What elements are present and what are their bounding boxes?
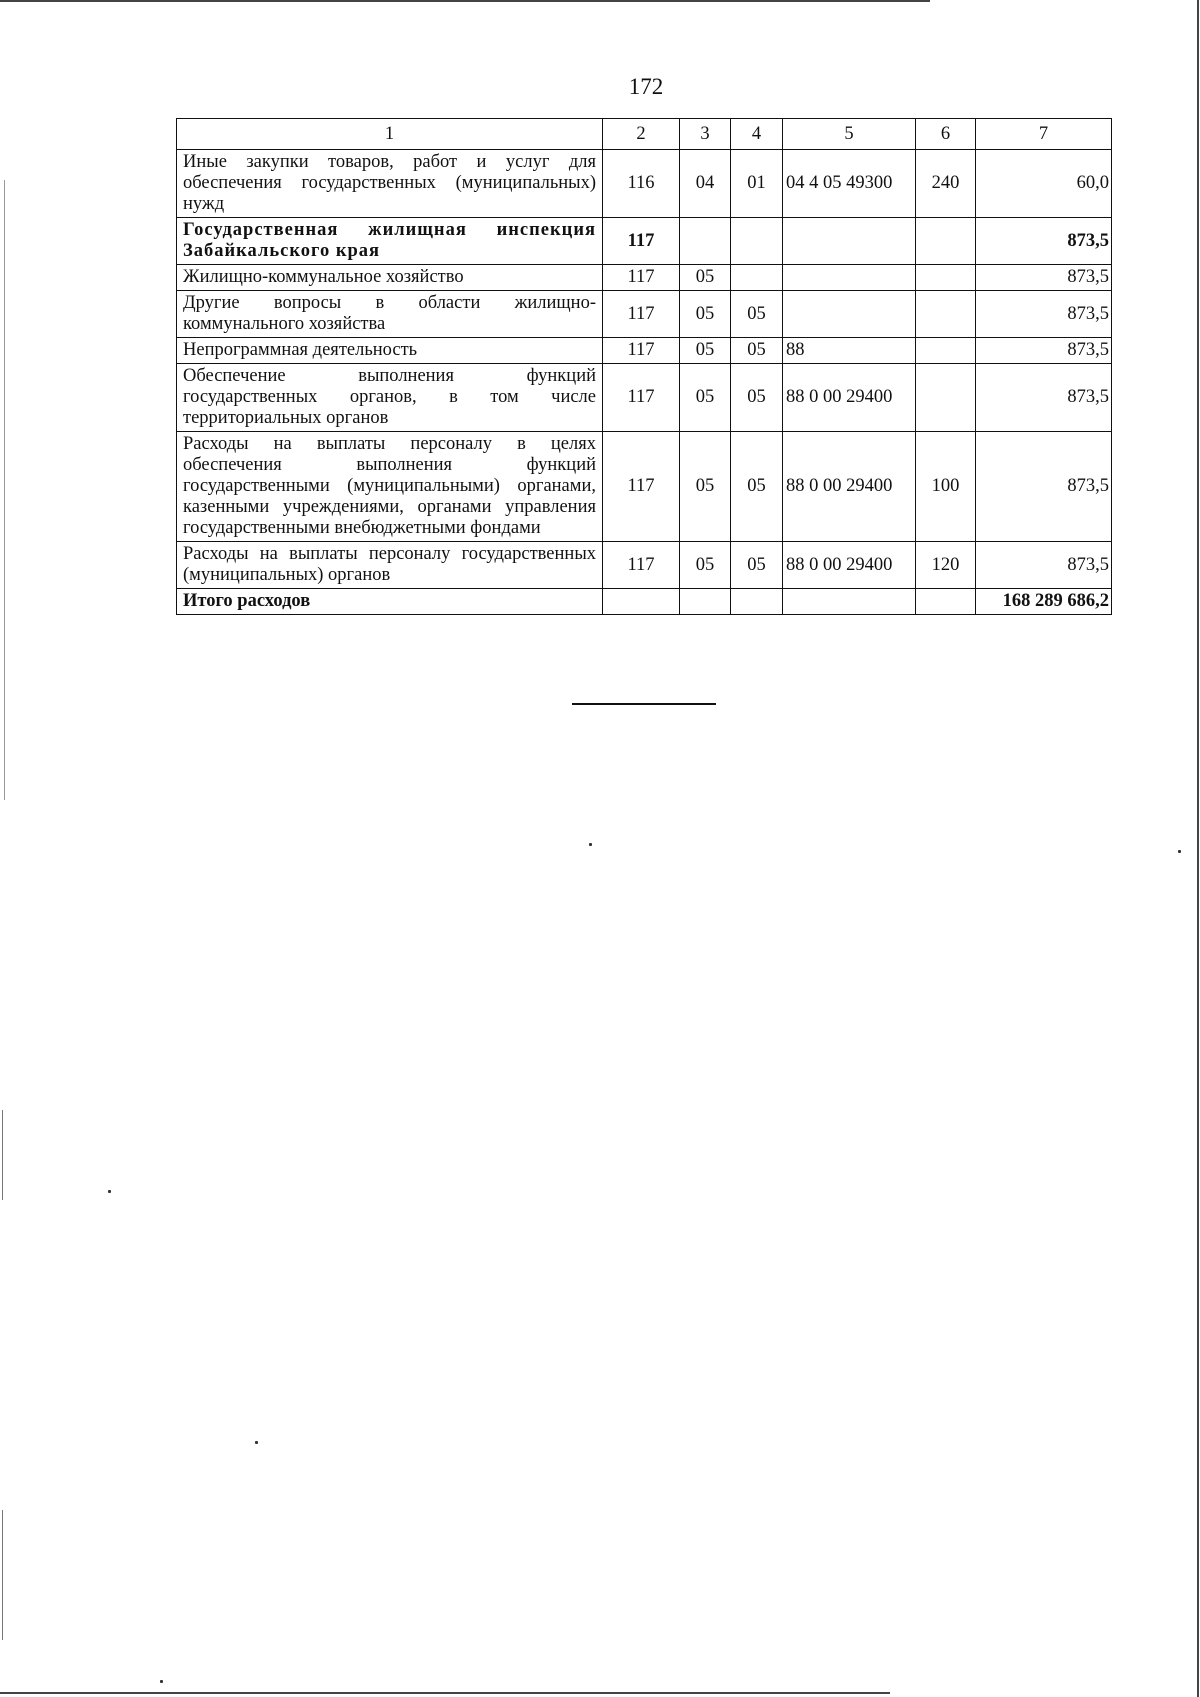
cell-subsection: 05 (731, 338, 783, 364)
cell-target-article: 88 0 00 29400 (783, 542, 916, 589)
cell-section (680, 218, 731, 265)
scan-edge-left-upper (4, 180, 5, 800)
table-row (177, 542, 1112, 589)
scan-speck (255, 1441, 258, 1444)
cell-ministry: 117 (603, 364, 680, 432)
cell-expense-type (916, 364, 976, 432)
cell-target-article: 04 4 05 49300 (783, 150, 916, 218)
cell-section: 05 (680, 338, 731, 364)
row-name: Расходы на выплаты персоналу государственных (муниципальных) органов (177, 542, 603, 589)
cell-amount: 60,0 (976, 150, 1112, 218)
row-name: Непрограммная деятельность (177, 338, 603, 364)
cell-amount: 873,5 (976, 291, 1112, 338)
table-row (177, 265, 1112, 291)
cell-ministry: 117 (603, 218, 680, 265)
table-header-row (177, 119, 1112, 150)
cell-amount: 873,5 (976, 265, 1112, 291)
cell-expense-type: 120 (916, 542, 976, 589)
cell-section: 05 (680, 364, 731, 432)
cell-expense-type (916, 338, 976, 364)
total-empty-cell (731, 589, 783, 615)
column-header: 6 (916, 119, 976, 150)
cell-ministry: 117 (603, 265, 680, 291)
cell-target-article: 88 0 00 29400 (783, 364, 916, 432)
table-row (177, 364, 1112, 432)
cell-ministry: 117 (603, 542, 680, 589)
cell-amount: 873,5 (976, 542, 1112, 589)
cell-ministry: 117 (603, 432, 680, 542)
end-of-table-rule (572, 703, 716, 705)
table-row (177, 338, 1112, 364)
column-header: 1 (177, 119, 603, 150)
cell-expense-type (916, 291, 976, 338)
table-row (177, 432, 1112, 542)
cell-subsection: 01 (731, 150, 783, 218)
cell-expense-type: 240 (916, 150, 976, 218)
scan-edge-left-lower (2, 1110, 3, 1200)
scan-speck (589, 843, 592, 846)
scan-edge-left-bottom (2, 1510, 3, 1640)
cell-expense-type (916, 218, 976, 265)
cell-ministry: 116 (603, 150, 680, 218)
scan-edge-bottom (0, 1692, 890, 1694)
cell-section: 05 (680, 265, 731, 291)
cell-ministry: 117 (603, 338, 680, 364)
total-row (177, 589, 1112, 615)
cell-expense-type: 100 (916, 432, 976, 542)
row-name: Государственная жилищная инспекция Забайкальского края (177, 218, 603, 265)
cell-subsection: 05 (731, 364, 783, 432)
total-label: Итого расходов (177, 589, 603, 615)
cell-section: 05 (680, 432, 731, 542)
cell-subsection: 05 (731, 291, 783, 338)
column-header: 3 (680, 119, 731, 150)
cell-target-article (783, 265, 916, 291)
cell-amount: 873,5 (976, 432, 1112, 542)
scan-speck (160, 1680, 163, 1683)
column-header: 5 (783, 119, 916, 150)
table-row (177, 218, 1112, 265)
cell-amount: 873,5 (976, 364, 1112, 432)
scan-speck (108, 1190, 111, 1193)
row-name: Другие вопросы в области жилищно-коммунального хозяйства (177, 291, 603, 338)
scan-speck (1178, 850, 1181, 853)
total-empty-cell (680, 589, 731, 615)
cell-expense-type (916, 265, 976, 291)
cell-amount: 873,5 (976, 338, 1112, 364)
cell-target-article (783, 218, 916, 265)
cell-section: 04 (680, 150, 731, 218)
column-header: 2 (603, 119, 680, 150)
scan-edge-right (1197, 0, 1199, 1697)
total-empty-cell (916, 589, 976, 615)
cell-subsection: 05 (731, 432, 783, 542)
total-amount: 168 289 686,2 (976, 589, 1112, 615)
column-header: 7 (976, 119, 1112, 150)
cell-ministry: 117 (603, 291, 680, 338)
cell-section: 05 (680, 291, 731, 338)
expenditure-table (176, 118, 1112, 615)
total-empty-cell (783, 589, 916, 615)
cell-subsection: 05 (731, 542, 783, 589)
cell-target-article (783, 291, 916, 338)
column-header: 4 (731, 119, 783, 150)
cell-section: 05 (680, 542, 731, 589)
cell-target-article: 88 0 00 29400 (783, 432, 916, 542)
page-number: 172 (628, 74, 664, 99)
row-name: Жилищно-коммунальное хозяйство (177, 265, 603, 291)
row-name: Расходы на выплаты персоналу в целях обеспечения выполнения функций государственными (муниципальными) органами, казенными учреждениями, органами управления государственными внебюджетными фондами (177, 432, 603, 542)
cell-amount: 873,5 (976, 218, 1112, 265)
cell-subsection (731, 218, 783, 265)
scan-edge-top (0, 0, 930, 2)
total-empty-cell (603, 589, 680, 615)
row-name: Обеспечение выполнения функций государственных органов, в том числе территориальных органов (177, 364, 603, 432)
cell-subsection (731, 265, 783, 291)
row-name: Иные закупки товаров, работ и услуг для обеспечения государственных (муниципальных) нужд (177, 150, 603, 218)
table-row (177, 291, 1112, 338)
table-row (177, 150, 1112, 218)
cell-target-article: 88 (783, 338, 916, 364)
